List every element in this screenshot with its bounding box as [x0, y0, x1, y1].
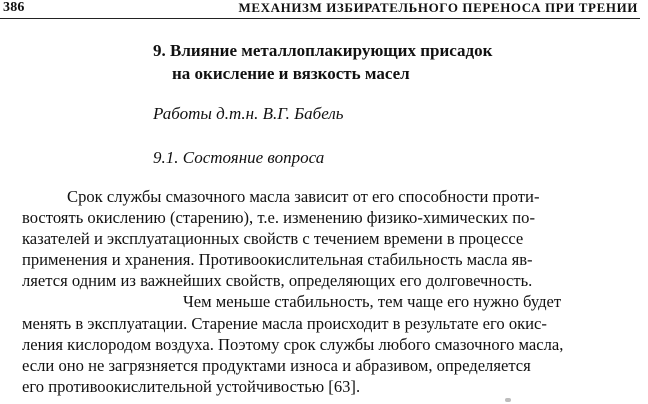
paragraph-line-2: востоять окислению (старению), т.е. изменению физико-химических по- [22, 208, 535, 227]
running-head: МЕХАНИЗМ ИЗБИРАТЕЛЬНОГО ПЕРЕНОСА ПРИ ТРЕНИИ [238, 0, 638, 15]
paragraph-line-6: Чем меньше стабильность, тем чаще его нужно будет [183, 292, 562, 311]
paragraph-line-10: его противоокислительной устойчивостью [63]. [22, 377, 361, 396]
scan-smudge [505, 398, 511, 402]
paragraph-line-7: менять в эксплуатации. Старение масла происходит в результате его окис- [22, 314, 547, 333]
authors-line: Работы д.т.н. В.Г. Бабель [153, 104, 344, 123]
paragraph-line-9: если оно не загрязняется продуктами износа и абразивом, определяется [22, 356, 531, 375]
section-heading-line-1: 9. Влияние металлоплакирующих присадок [153, 41, 493, 60]
subsection-title: 9.1. Состояние вопроса [153, 148, 325, 167]
paragraph-line-3: казателей и эксплуатационных свойств с течением времени в процессе [22, 229, 524, 248]
section-heading-line-2: на окисление и вязкость масел [172, 64, 410, 83]
page-header [0, 0, 640, 19]
section-heading [153, 39, 593, 85]
paragraph-line-8: ления кислородом воздуха. Поэтому срок службы любого смазочного масла, [22, 335, 564, 354]
paragraph-line-5: ляется одним из важнейших свойств, определяющих его долговечность. [22, 271, 533, 290]
page-number: 386 [3, 0, 25, 15]
paragraph-line-4: применения и хранения. Противоокислительная стабильность масла яв- [22, 250, 533, 269]
paragraph-line-1: Срок службы смазочного масла зависит от его способности проти- [67, 187, 540, 206]
